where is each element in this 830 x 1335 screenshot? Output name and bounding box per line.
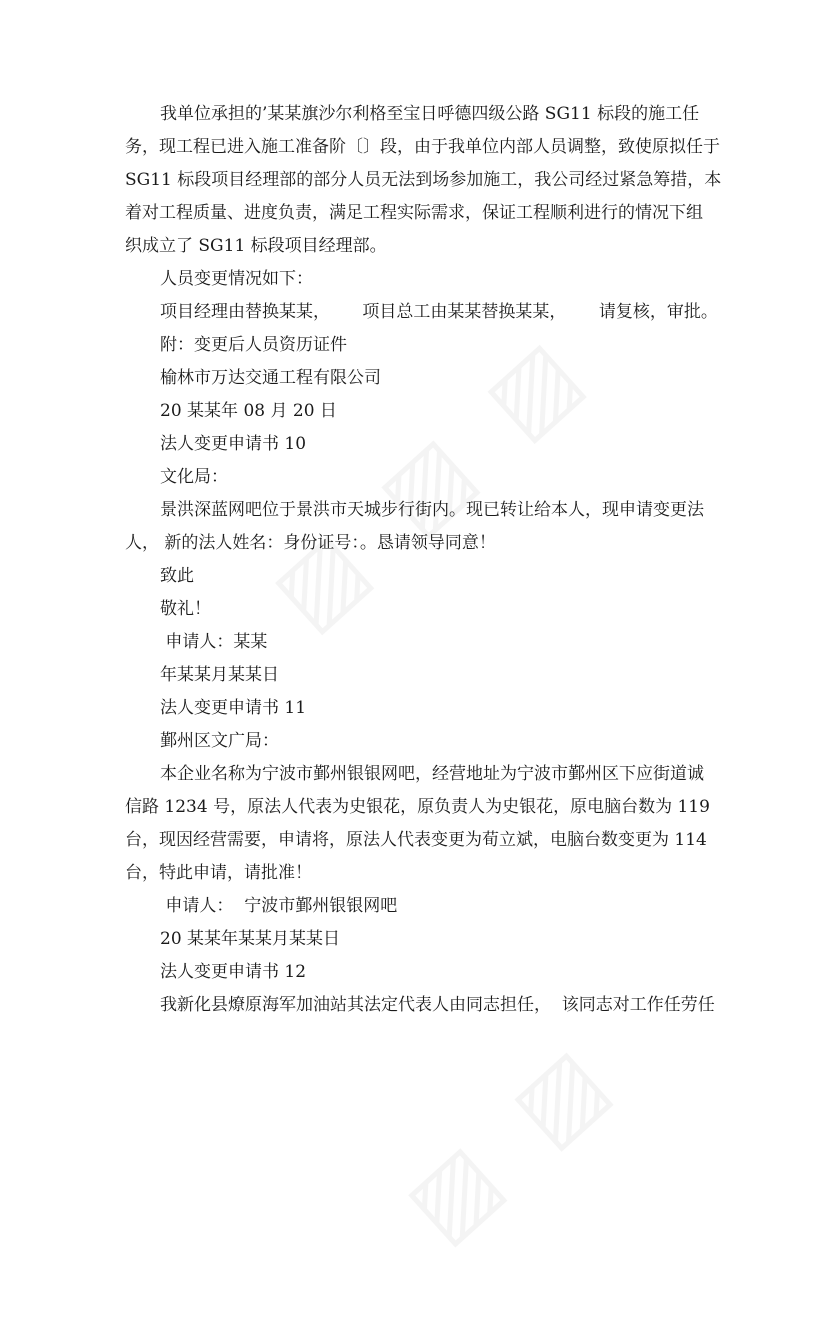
paragraph-line: 着对工程质量、进度负责，满足工程实际需求，保证工程顺利进行的情况下组	[125, 203, 703, 223]
paragraph-line: 景洪深蓝网吧位于景洪市天城步行街内。现已转让给本人，现申请变更法	[160, 500, 704, 520]
paragraph-line: 人， 新的法人姓名：身份证号：。恳请领导同意！	[125, 533, 496, 553]
paragraph-line: 本企业名称为宁波市鄞州银银网吧，经营地址为宁波市鄞州区下应街道诚	[160, 764, 704, 784]
paragraph-line: 项目经理由替换某某， 项目总工由某某替换某某， 请复核，审批。	[160, 302, 718, 322]
paragraph-line: 敬礼！	[160, 599, 211, 619]
paragraph-line: 法人变更申请书 12	[160, 962, 307, 982]
paragraph-line: SG11 标段项目经理部的部分人员无法到场参加施工，我公司经过紧急筹措，本	[125, 170, 722, 190]
paragraph-line: 我单位承担的’某某旗沙尔利格至宝日呼德四级公路 SG11 标段的施工任	[160, 104, 700, 124]
paragraph-line: 申请人： 宁波市鄞州银银网吧	[160, 896, 398, 916]
paragraph-line: 20 某某年 08 月 20 日	[160, 401, 337, 421]
paragraph-line: 致此	[160, 566, 194, 586]
paragraph-line: 文化局：	[160, 467, 228, 487]
paragraph-line: 榆林市万达交通工程有限公司	[160, 368, 381, 388]
paragraph-line: 20 某某年某某月某某日	[160, 929, 341, 949]
paragraph-line: 鄞州区文广局：	[160, 731, 279, 751]
paragraph-line: 信路 1234 号，原法人代表为史银花，原负责人为史银花，原电脑台数为 119	[125, 797, 710, 817]
paragraph-line: 年某某月某某日	[160, 665, 279, 685]
document-body	[125, 98, 722, 1022]
paragraph-line: 申请人：某某	[160, 632, 268, 652]
paragraph-line: 织成立了 SG11 标段项目经理部。	[125, 236, 387, 256]
paragraph-line: 我新化县燎原海军加油站其法定代表人由同志担任， 该同志对工作任劳任	[160, 995, 715, 1015]
paragraph-line: 台，现因经营需要，申请将，原法人代表变更为荀立斌，电脑台数变更为 114	[125, 830, 707, 850]
paragraph-line: 法人变更申请书 10	[160, 434, 307, 454]
paragraph-line: 务，现工程已进入施工准备阶〔〕段，由于我单位内部人员调整，致使原拟任于	[125, 137, 720, 157]
paragraph-line: 附：变更后人员资历证件	[160, 335, 347, 355]
paragraph-line: 人员变更情况如下：	[160, 269, 313, 289]
paragraph-line: 台，特此申请，请批准！	[125, 863, 312, 883]
paragraph-line: 法人变更申请书 11	[160, 698, 307, 718]
